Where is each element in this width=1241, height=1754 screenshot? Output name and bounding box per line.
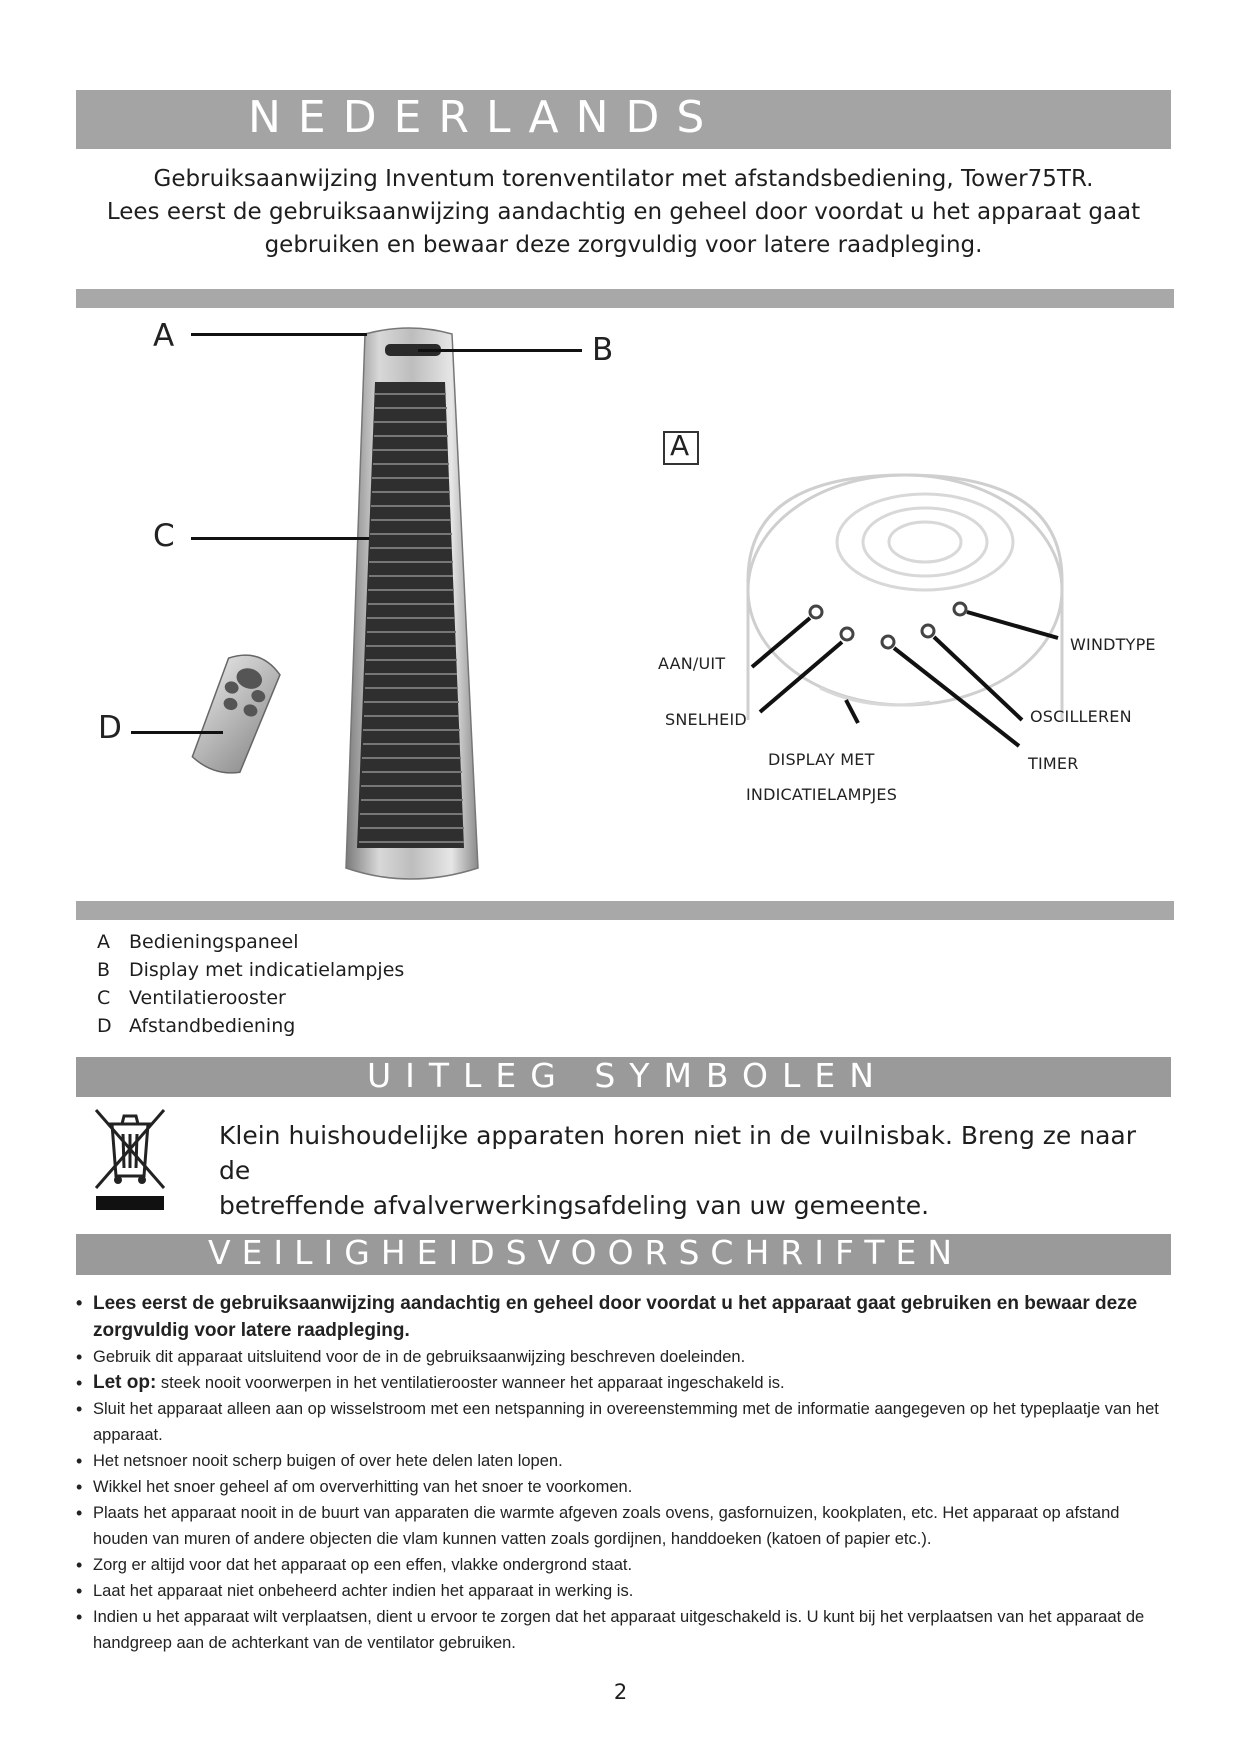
safety-rule: [76, 1290, 1176, 1344]
symbols-text-line-2: betreffende afvalverwerkingsafdeling van uw gemeente.: [219, 1191, 930, 1220]
intro-text: [76, 163, 1171, 262]
symbols-text: [219, 1118, 1159, 1223]
legend-key: B: [97, 959, 111, 981]
legend-label: Display met indicatielampjes: [129, 959, 405, 981]
rule-text: Indien u het apparaat wilt verplaatsen, dient u ervoor te zorgen dat het apparaat uitgeschakeld is. U kunt bij het verplaatsen van het apparaat de handgreep aan de achterkant van de ventilator gebruiken.: [93, 1608, 1145, 1652]
callout-b: B: [592, 332, 614, 368]
legend-key: D: [97, 1015, 112, 1037]
page-title: NEDERLANDS: [248, 92, 722, 143]
rule-text: Sluit het apparaat alleen aan op wisselstroom met een netspanning in overeenstemming met de informatie aangegeven op het typeplaatje van het apparaat.: [93, 1400, 1159, 1444]
panel-tag-letter: A: [670, 429, 690, 462]
remote-control-illustration: [190, 647, 283, 780]
crossed-out-wheelie-bin-icon: [90, 1104, 170, 1212]
safety-rule: [76, 1552, 1176, 1578]
rule-text: Plaats het apparaat nooit in de buurt van apparaten die warmte afgeven zoals ovens, gasfornuizen, kookplaten, etc. Het apparaat op afstand houden van muren of andere objecten die vlam kunnen vatten zoals gordijnen, handdoeken (katoen of papier etc.).: [93, 1504, 1120, 1548]
safety-rule: [76, 1500, 1176, 1552]
figure-bottom-divider: [76, 901, 1174, 920]
safety-rule: [76, 1370, 1176, 1396]
safety-title: VEILIGHEIDSVOORSCHRIFTEN: [208, 1233, 964, 1272]
rule-text: steek nooit voorwerpen in het ventilatierooster wanneer het apparaat ingeschakeld is.: [156, 1374, 785, 1392]
safety-rule: [76, 1578, 1176, 1604]
legend-item: [97, 1012, 404, 1040]
intro-line-3: gebruiken en bewaar deze zorgvuldig voor latere raadpleging.: [264, 232, 983, 258]
rule-bold: Lees eerst de gebruiksaanwijzing aandachtig en geheel door voordat u het apparaat gaat gebruiken en bewaar deze zorgvuldig voor latere raadpleging.: [93, 1293, 1138, 1341]
safety-rules: [76, 1290, 1176, 1656]
page-number: 2: [613, 1680, 628, 1704]
callout-b-line: [418, 349, 582, 352]
safety-rule: [76, 1344, 1176, 1370]
label-display-line-2: INDICATIELAMPJES: [746, 785, 898, 804]
rule-text: Laat het apparaat niet onbeheerd achter indien het apparaat in werking is.: [93, 1582, 634, 1600]
label-windtype: WINDTYPE: [1070, 635, 1156, 654]
rule-bold: Let op:: [93, 1372, 157, 1393]
label-aan-uit: AAN/UIT: [658, 654, 726, 673]
safety-rule: [76, 1396, 1176, 1448]
rule-text: Zorg er altijd voor dat het apparaat op een effen, vlakke ondergrond staat.: [93, 1556, 633, 1574]
legend-item: [97, 956, 404, 984]
rule-text: Het netsnoer nooit scherp buigen of over hete delen laten lopen.: [93, 1452, 563, 1470]
legend-item: [97, 928, 404, 956]
legend-item: [97, 984, 404, 1012]
callout-a: A: [153, 318, 175, 354]
legend-label: Afstandbediening: [129, 1015, 296, 1037]
callout-c-line: [191, 537, 369, 540]
label-display-line-1: DISPLAY MET: [768, 750, 875, 769]
legend-key: C: [97, 987, 111, 1009]
label-snelheid: SNELHEID: [665, 710, 747, 729]
callout-a-line: [191, 333, 367, 336]
safety-rule: [76, 1448, 1176, 1474]
label-oscilleren: OSCILLEREN: [1030, 707, 1132, 726]
control-panel-illustration: [620, 420, 1180, 800]
safety-rule: [76, 1474, 1176, 1500]
rule-text: Wikkel het snoer geheel af om oververhitting van het snoer te voorkomen.: [93, 1478, 633, 1496]
symbols-title: UITLEG SYMBOLEN: [367, 1056, 888, 1095]
legend-label: Bedieningspaneel: [129, 931, 299, 953]
legend-label: Ventilatierooster: [129, 987, 286, 1009]
symbols-text-line-1: Klein huishoudelijke apparaten horen niet in de vuilnisbak. Breng ze naar de: [219, 1121, 1136, 1185]
safety-rule: [76, 1604, 1176, 1656]
callout-d-line: [131, 731, 223, 734]
callout-d: D: [98, 710, 122, 746]
rule-text: Gebruik dit apparaat uitsluitend voor de in de gebruiksaanwijzing beschreven doeleinden.: [93, 1348, 746, 1366]
intro-line-1: Gebruiksaanwijzing Inventum torenventilator met afstandsbediening, Tower75TR.: [153, 166, 1094, 192]
legend: [97, 928, 404, 1040]
legend-key: A: [97, 931, 110, 953]
callout-c: C: [153, 518, 175, 554]
intro-line-2: Lees eerst de gebruiksaanwijzing aandachtig en geheel door voordat u het apparaat gaat: [106, 199, 1141, 225]
label-timer: TIMER: [1028, 754, 1079, 773]
